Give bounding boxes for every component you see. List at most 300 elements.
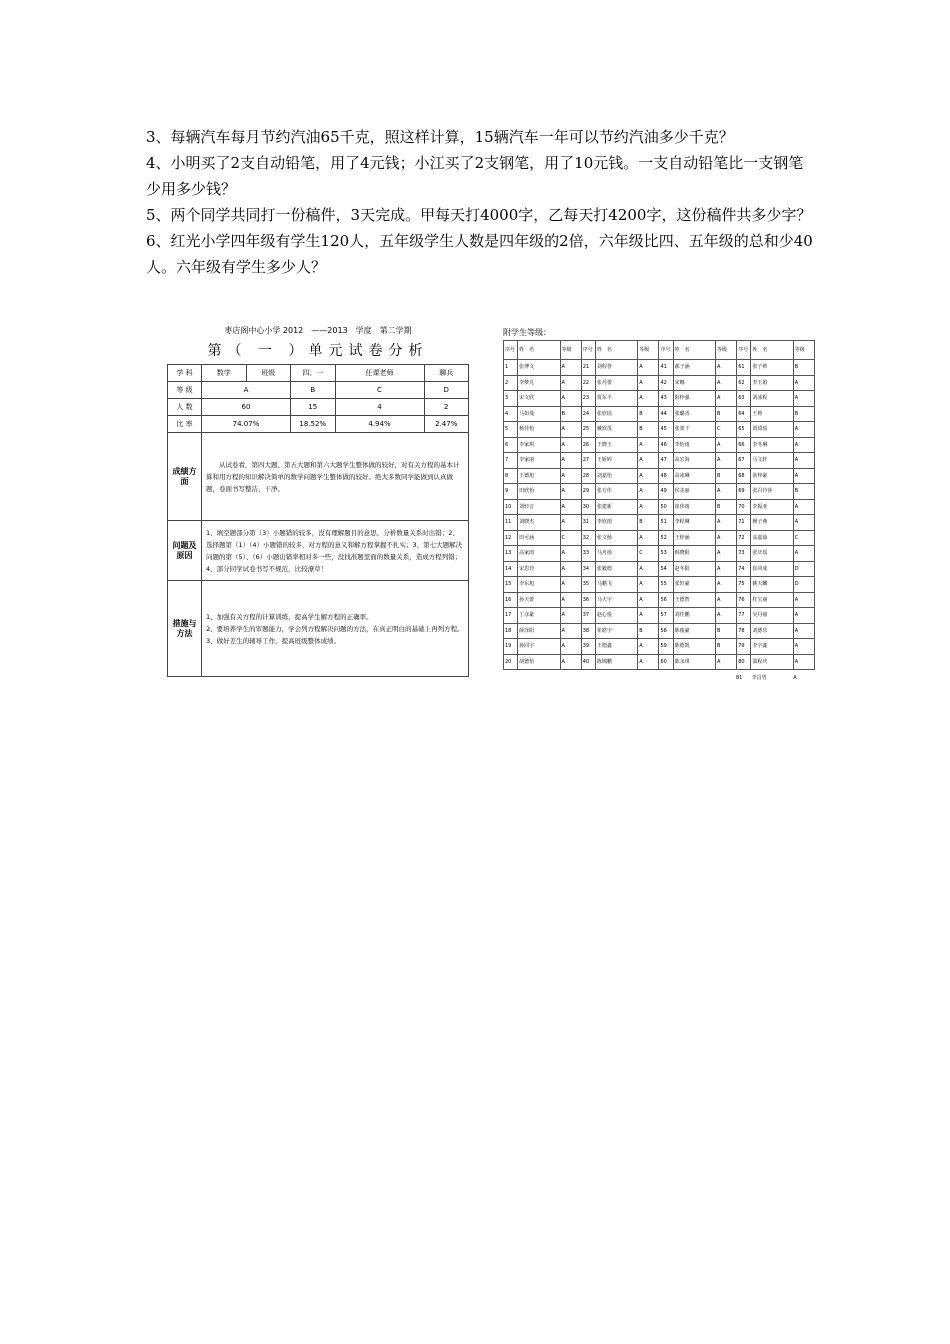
student-number: 66 [737,437,751,453]
student-grade: A [638,639,659,655]
student-grade: A [638,484,659,500]
grade-row [168,382,469,399]
student-number: 11 [504,515,518,531]
grades-header-cell: 序号 [581,341,595,360]
analysis-table [167,364,469,677]
student-number: 24 [581,406,595,422]
student-number: 25 [581,422,595,438]
student-number: 58 [659,623,673,639]
student-name: 李怡雨 [673,437,715,453]
student-number: 20 [504,654,518,670]
student-grade: A [793,468,814,484]
student-name: 李振亚 [751,499,793,515]
student-grade: A [716,391,737,407]
student-grade: A [716,375,737,391]
student-number: 33 [581,546,595,562]
student-grade: A [560,484,581,500]
grades-header-cell: 序号 [737,341,751,360]
student-grade: A [793,391,814,407]
student-grade: B [716,499,737,515]
student-grade: A [560,453,581,469]
student-grade: A [716,530,737,546]
student-grade: A [638,453,659,469]
student-grade: A [793,608,814,624]
student-grade: C [638,546,659,562]
student-name: 李东旭 [518,577,560,593]
student-number: 42 [659,375,673,391]
results-section [168,433,469,521]
table-row [504,577,815,593]
question-6: 6、红光小学四年级有学生120人，五年级学生人数是四年级的2倍，六年级比四、五年级的总和少40人。六年级有学生多少人？ [146,232,813,276]
table-row [504,499,815,515]
student-number: 18 [504,623,518,639]
student-number: 49 [659,484,673,500]
student-number: 65 [737,422,751,438]
count-d: 2 [424,399,469,416]
student-number: 62 [737,375,751,391]
student-number: 34 [581,561,595,577]
student-name: 宋思玲 [518,561,560,577]
student-name: 马如曼 [518,406,560,422]
student-number: 76 [737,592,751,608]
problems-section-text: 1、填空题部分第（3）小题错的较多，没有理解题目的意思，分析数量关系时出错；2、选择题第（1）（4）小题错的较多，对方程的意义和解方程掌握不扎实；3、第七大题解决问题的第（5）、（6）小题出错率相对多一些，没找准题里面的数量关系，造成方程列错；4、部分同学试卷书写不规范，比较潦草！ [202,521,469,581]
student-grade: C [560,530,581,546]
student-name: 李宇鑫 [751,639,793,655]
student-number: 74 [737,561,751,577]
student-number: 73 [737,546,751,562]
student-name: 薛泽阳 [518,623,560,639]
student-name: 丁彦豪 [518,608,560,624]
word-problems [146,124,816,280]
student-grade: D [793,561,814,577]
table-row [504,453,815,469]
student-number: 3 [504,391,518,407]
student-number: 29 [581,484,595,500]
student-number: 64 [737,406,751,422]
student-grade: A [716,437,737,453]
student-number: 27 [581,453,595,469]
ratio-row-label: 比 率 [168,416,202,433]
student-number: 48 [659,468,673,484]
student-grade: B [793,406,814,422]
student-number: 60 [659,654,673,670]
student-name: 邵程庆 [751,654,793,670]
student-number: 41 [659,360,673,376]
student-number: 63 [737,391,751,407]
student-number: 61 [737,360,751,376]
student-grade: B [638,515,659,531]
grades-header-cell: 等级 [638,341,659,360]
grades-header-cell: 等级 [560,341,581,360]
student-number: 46 [659,437,673,453]
student-name: 张毅德 [595,561,637,577]
student-number: 5 [504,422,518,438]
student-grade: A [560,391,581,407]
student-grade: A [560,608,581,624]
student-number: 72 [737,530,751,546]
student-name: 刘嘉怡 [595,468,637,484]
student-grade: A [716,360,737,376]
table-row [504,623,815,639]
student-number: 14 [504,561,518,577]
exam-analysis-scan [167,324,469,681]
grades-extra-row [736,674,816,681]
student-name: 李家丽 [518,453,560,469]
student-name: 张建新 [595,499,637,515]
student-grade: A [716,515,737,531]
student-grade: A [560,360,581,376]
student-grade: A [793,546,814,562]
student-grade: A [638,561,659,577]
student-number: 69 [737,484,751,500]
student-grade: B [638,422,659,438]
student-name: 王梓涵 [673,530,715,546]
grades-title: 附学生等级： [503,328,551,337]
grades-header-cell: 姓 名 [595,341,637,360]
student-grade: B [793,484,814,500]
student-number: 28 [581,468,595,484]
grades-header-cell: 姓 名 [673,341,715,360]
student-name: 王德鑫 [595,639,637,655]
table-row [504,422,815,438]
student-grade: A [560,592,581,608]
student-name: 高宏海 [673,453,715,469]
student-number: 9 [504,484,518,500]
student-name: 崔同成 [751,561,793,577]
student-name: 张方佳 [595,484,637,500]
student-name: 王娇婷 [595,453,637,469]
student-grade: A [638,592,659,608]
student-number: 56 [659,592,673,608]
measure-2: 2、要培养学生的审题能力，学会列方程解决问题的方法，在真正明白的基础上再列方程。 [206,624,464,633]
student-name: 郝子涵 [673,360,715,376]
student-grade: A [560,639,581,655]
student-name: 马天宇 [595,592,637,608]
student-grade: A [638,375,659,391]
student-grade: A [638,437,659,453]
student-name: 侯美丽 [673,484,715,500]
student-name: 贾琦瑶 [751,422,793,438]
student-grade: A [793,639,814,655]
student-grade: A [793,437,814,453]
grades-header-cell: 等级 [793,341,814,360]
student-grade: A [716,654,737,670]
student-number: 39 [581,639,595,655]
grades-header-cell: 序号 [659,341,673,360]
table-row [504,515,815,531]
count-a: 60 [202,399,291,416]
student-name: 孙同宇 [518,639,560,655]
student-number: 4 [504,406,518,422]
count-row [168,399,469,416]
student-name: 田可涵 [518,530,560,546]
table-row [504,608,815,624]
student-number: 40 [581,654,595,670]
student-number: 17 [504,608,518,624]
student-grade: B [638,623,659,639]
student-name: 李欣雨 [595,515,637,531]
student-number: 45 [659,422,673,438]
student-grade: A [560,515,581,531]
student-number: 44 [659,406,673,422]
table-row [504,437,815,453]
grade-d: D [424,382,469,399]
student-number: 13 [504,546,518,562]
student-number: 26 [581,437,595,453]
ratio-c: 4.94% [335,416,424,433]
ratio-d: 2.47% [424,416,469,433]
table-row [504,592,815,608]
student-name: 吴丹丽 [751,608,793,624]
student-grade: A [716,592,737,608]
teacher-label: 任课老师 [335,365,424,382]
student-name: 马鹏飞 [595,577,637,593]
student-name: 王德旭 [518,468,560,484]
class-value: 四、一 [291,365,336,382]
student-name: 刘佳鹏 [673,608,715,624]
student-number: 75 [737,577,751,593]
student-name: 杨佳怡 [518,422,560,438]
student-name: 张丹蕾 [595,375,637,391]
student-grade: A [560,375,581,391]
ratio-b: 18.52% [291,416,336,433]
table-row [504,468,815,484]
student-number: 15 [504,577,518,593]
student-grade: A [716,577,737,593]
student-number: 6 [504,437,518,453]
student-number: 55 [659,577,673,593]
student-name: 戴欣茂 [595,422,637,438]
student-name: 马舟扬 [595,546,637,562]
student-number: 80 [737,654,751,670]
grades-header-cell: 序号 [504,341,518,360]
student-grade: A [638,360,659,376]
student-grade: A [560,422,581,438]
measures-section-label: 措施与方法 [168,581,202,677]
student-name: 韩晓阳 [673,546,715,562]
student-name: 张梓豪 [751,468,793,484]
grade-row-label: 等 级 [168,382,202,399]
extra-grade: A [793,675,797,681]
student-grade: A [638,654,659,670]
grades-table [503,340,815,670]
count-row-label: 人 数 [168,399,202,416]
student-name: 王帅 [751,406,793,422]
table-row [504,391,815,407]
student-name: 阳梓强 [673,391,715,407]
student-name: 王德智 [673,592,715,608]
student-number: 7 [504,453,518,469]
student-number: 50 [659,499,673,515]
student-grade: A [560,654,581,670]
student-grade: A [560,623,581,639]
student-name: 高嘉茹 [751,530,793,546]
student-grade: A [560,546,581,562]
student-grade: A [560,468,581,484]
student-number: 36 [581,592,595,608]
student-name: 高家雨 [518,546,560,562]
student-name: 刘晓杰 [518,515,560,531]
problems-section-label: 问题及原因 [168,521,202,581]
student-grade: A [716,608,737,624]
grades-header-row [504,341,815,360]
measures-section [168,581,469,677]
student-grade: A [638,530,659,546]
student-grade: A [716,561,737,577]
table-row [504,530,815,546]
student-name: 孙天蕾 [518,592,560,608]
student-name: 刘德乐 [751,623,793,639]
student-name: 陈俊豪 [673,623,715,639]
student-name: 崔皓宇 [595,623,637,639]
student-name: 李玉娟 [751,375,793,391]
table-row [504,639,815,655]
table-row [504,654,815,670]
student-name: 宋文欣 [518,391,560,407]
student-name: 张欣瑶 [595,406,637,422]
student-number: 19 [504,639,518,655]
student-number: 31 [581,515,595,531]
student-name: 崔伟雨 [673,499,715,515]
student-grade: B [560,406,581,422]
student-grade: A [793,654,814,670]
student-name: 胡德怡 [518,654,560,670]
student-grade: B [716,468,737,484]
student-name: 姚天麟 [751,577,793,593]
student-name: 赵心悦 [595,608,637,624]
student-number: 54 [659,561,673,577]
table-row [504,546,815,562]
student-number: 59 [659,639,673,655]
student-grade: A [716,453,737,469]
student-name: 张子帅 [751,360,793,376]
question-5: 5、两个同学共同打一份稿件，3天完成。甲每天打4000字，乙每天打4200字，这份稿件共多少字？ [146,206,812,224]
student-name: 田欣怡 [518,484,560,500]
student-name: 张庆瑶 [751,546,793,562]
student-number: 2 [504,375,518,391]
student-number: 78 [737,623,751,639]
student-grade: B [716,406,737,422]
student-number: 30 [581,499,595,515]
student-grade: A [638,391,659,407]
student-number: 23 [581,391,595,407]
problems-section [168,521,469,581]
student-name: 张轩豪 [673,577,715,593]
student-name: 宋娜 [673,375,715,391]
student-name: 李冬琳 [751,437,793,453]
measures-section-text [202,581,469,677]
student-grade: A [560,577,581,593]
student-grade: B [793,360,814,376]
student-name: 贾东平 [595,391,637,407]
student-grade: A [793,453,814,469]
student-name: 李梦凡 [518,375,560,391]
student-grade: A [638,468,659,484]
student-number: 8 [504,468,518,484]
student-grade: A [793,499,814,515]
student-number: 32 [581,530,595,546]
student-number: 77 [737,608,751,624]
class-label: 班级 [246,365,291,382]
student-number: 67 [737,453,751,469]
student-name: 穆子燕 [751,515,793,531]
student-grade: A [793,623,814,639]
teacher-value: 聊兵 [424,365,469,382]
ratio-row [168,416,469,433]
student-number: 70 [737,499,751,515]
grades-header-cell: 姓 名 [518,341,560,360]
student-grade: A [793,592,814,608]
grade-b: B [291,382,336,399]
student-number: 37 [581,608,595,624]
grades-header-cell: 姓 名 [751,341,793,360]
student-number: 12 [504,530,518,546]
results-section-text: 从试卷看，第四大题、第五大题和第六大题学生整体做的较好，对有关方程的基本计算和用方程的知识解决简单的数学问题学生整体做的较好。绝大多数同学能做到认真做题，卷面书写整洁、干净。 [202,433,469,521]
student-name: 陈永琪 [673,654,715,670]
student-grade: A [793,375,814,391]
student-number: 52 [659,530,673,546]
student-grade: C [716,422,737,438]
student-grade: A [716,484,737,500]
student-number: 71 [737,515,751,531]
student-grades-scan [503,326,815,670]
student-number: 22 [581,375,595,391]
student-name: 陈德凯 [673,639,715,655]
student-name: 王晓玉 [595,437,637,453]
student-grade: B [638,406,659,422]
table-row [504,484,815,500]
student-name: 赵冬阳 [673,561,715,577]
student-grade: A [560,499,581,515]
student-grade: A [560,437,581,453]
results-section-label: 成绩方面 [168,433,202,521]
student-name: 张博文 [518,360,560,376]
subject-value: 数学 [202,365,247,382]
student-grade: D [793,577,814,593]
student-name: 高冰琳 [673,468,715,484]
table-row [504,360,815,376]
student-name: 张文杨 [595,530,637,546]
student-grade: A [560,561,581,577]
student-name: 张墨千 [673,422,715,438]
student-number: 10 [504,499,518,515]
school-term-line: 枣店阁中心小学 2012 ——2013 学度 第二学期 [224,326,412,335]
student-number: 35 [581,577,595,593]
table-row [504,375,815,391]
count-c: 4 [335,399,424,416]
grade-c: C [335,382,424,399]
student-number: 53 [659,546,673,562]
student-number: 43 [659,391,673,407]
extra-number: 81 [736,675,743,681]
student-grade: A [638,499,659,515]
student-name: 李家琪 [518,437,560,453]
student-number: 79 [737,639,751,655]
student-name: 张璐香 [673,406,715,422]
student-grade: A [716,546,737,562]
student-grade: C [793,530,814,546]
question-3: 3、每辆汽车每月节约汽油65千克，照这样计算，15辆汽车一年可以节约汽油多少千克？ [146,128,734,146]
info-row [168,365,469,382]
analysis-title: 第（ 一 ）单元试卷分析 [207,343,429,359]
student-name: 马文轩 [751,453,793,469]
student-grade: B [716,623,737,639]
student-number: 51 [659,515,673,531]
student-name: 刘轻音 [518,499,560,515]
student-number: 57 [659,608,673,624]
student-number: 1 [504,360,518,376]
measure-1: 1、加强有关方程的计算训练，提高学生解方程的正确率。 [206,612,373,621]
